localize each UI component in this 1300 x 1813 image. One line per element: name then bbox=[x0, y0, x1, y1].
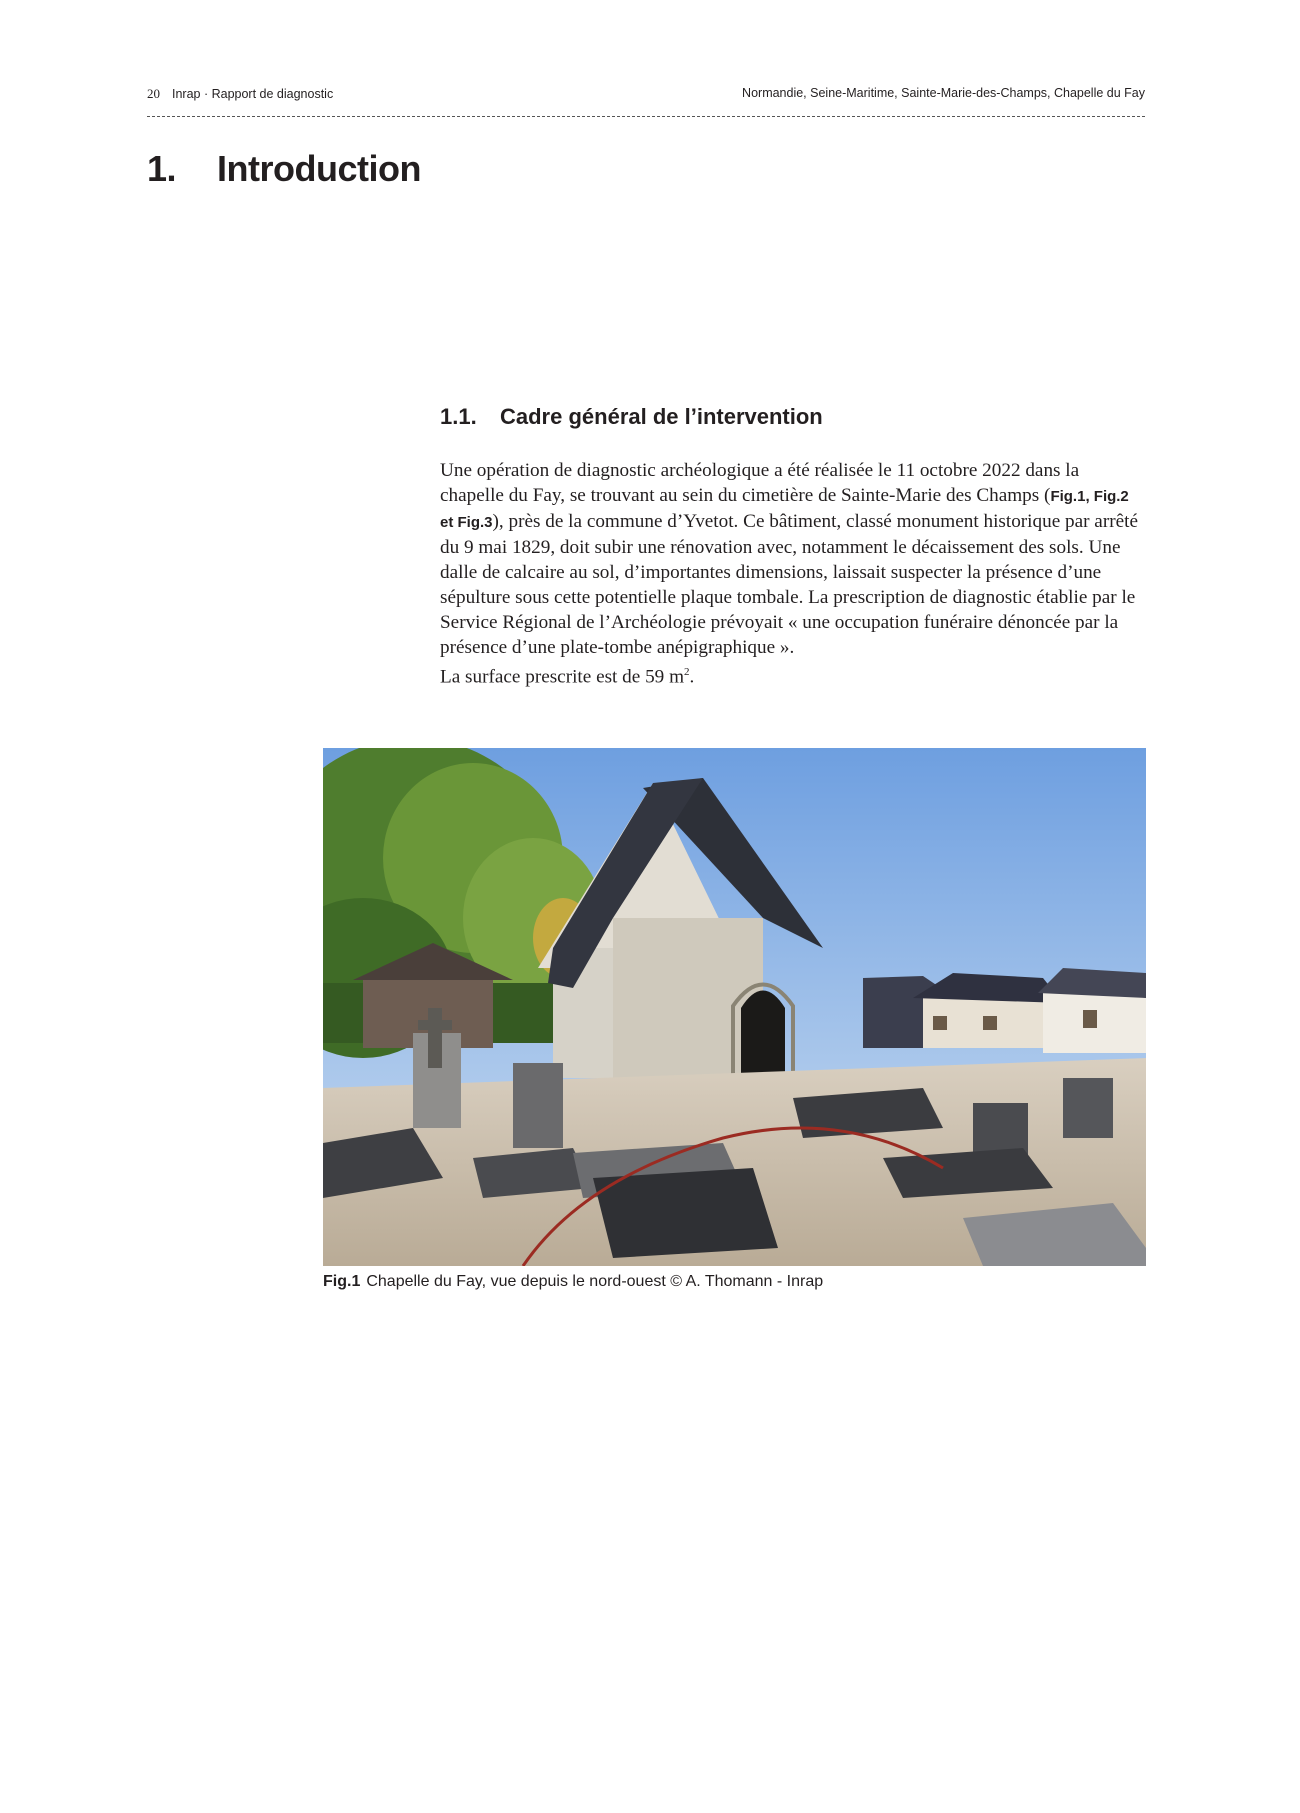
page-number: 20 bbox=[147, 86, 160, 101]
surface-paragraph bbox=[440, 660, 1146, 689]
paragraph-text-1: Une opération de diagnostic archéologique a été réalisée le 11 octobre 2022 dans la chapelle du Fay, se trouvant au sein du cimetière de Sainte-Marie des Champs ( bbox=[440, 460, 1080, 506]
intro-paragraph bbox=[440, 458, 1146, 660]
chapel-photo-illustration bbox=[323, 748, 1146, 1266]
body-text bbox=[440, 458, 1146, 689]
figure-photo-chapel bbox=[323, 748, 1146, 1266]
surface-superscript: 2 bbox=[684, 666, 690, 678]
section-number: 1. bbox=[147, 148, 177, 189]
surface-end: . bbox=[689, 666, 695, 688]
figure-caption-text: Chapelle du Fay, vue depuis le nord-ouest © A. Thomann - Inrap bbox=[366, 1273, 824, 1290]
section-title: Introduction bbox=[217, 148, 421, 189]
section-heading bbox=[147, 148, 421, 190]
header-left bbox=[147, 86, 333, 102]
surface-text: La surface prescrite est de 59 m bbox=[440, 666, 684, 688]
header-publication: Inrap · Rapport de diagnostic bbox=[172, 87, 334, 101]
paragraph-text-2: ), près de la commune d’Yvetot. Ce bâtiment, classé monument historique par arrêté du 9 mai 1829, doit subir une rénovation avec, notamment le décaissement des sols. Une dalle de calcaire au sol, d’importantes dimensions, laissait suspecter la présence d’une sépulture sous cette potentielle plaque tombale. La prescription de diagnostic établie par le Service Régional de l’Archéologie prévoyait « une occupation funéraire dénoncée par la présence d’une plate-tombe anépigraphique ». bbox=[440, 511, 1138, 658]
header-location: Normandie, Seine-Maritime, Sainte-Marie-des-Champs, Chapelle du Fay bbox=[742, 86, 1145, 100]
figure-reference: Fig.1, Fig.2 et Fig.3 bbox=[440, 488, 1129, 531]
subsection-title: Cadre général de l’intervention bbox=[500, 404, 823, 429]
subsection-number: 1.1. bbox=[440, 404, 477, 429]
subsection-heading bbox=[440, 404, 823, 430]
running-header bbox=[147, 86, 1145, 117]
figure-caption bbox=[323, 1273, 823, 1291]
figure-label: Fig.1 bbox=[323, 1273, 361, 1290]
